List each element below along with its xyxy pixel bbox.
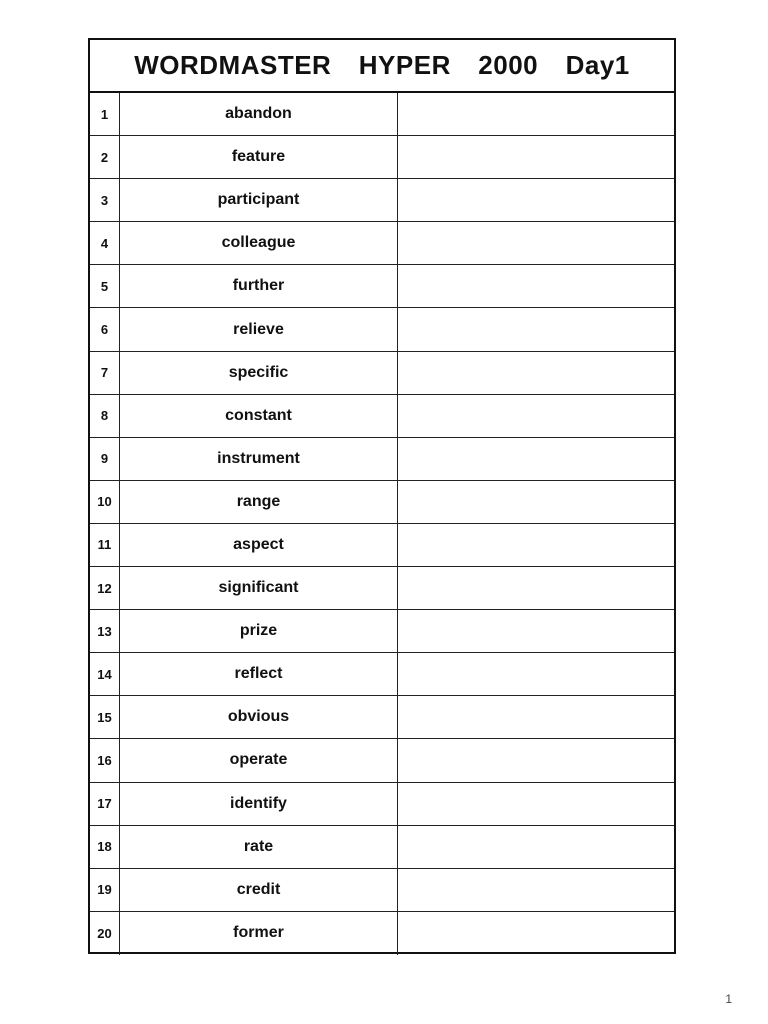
vocab-word: reflect: [120, 653, 398, 695]
meaning-blank-cell[interactable]: [398, 352, 674, 394]
meaning-blank-cell[interactable]: [398, 912, 674, 955]
vocab-word: abandon: [120, 93, 398, 135]
meaning-blank-cell[interactable]: [398, 308, 674, 350]
vocab-word: rate: [120, 826, 398, 868]
table-row: [90, 179, 674, 222]
vocab-word: specific: [120, 352, 398, 394]
vocab-word: aspect: [120, 524, 398, 566]
table-row: [90, 610, 674, 653]
table-row: [90, 308, 674, 351]
meaning-blank-cell[interactable]: [398, 265, 674, 307]
meaning-blank-cell[interactable]: [398, 395, 674, 437]
vocab-word: range: [120, 481, 398, 523]
vocab-word: instrument: [120, 438, 398, 480]
table-row: [90, 826, 674, 869]
vocab-word: prize: [120, 610, 398, 652]
meaning-blank-cell[interactable]: [398, 93, 674, 135]
table-row: [90, 783, 674, 826]
row-number: 17: [90, 783, 120, 825]
table-row: [90, 265, 674, 308]
row-number: 6: [90, 308, 120, 350]
meaning-blank-cell[interactable]: [398, 136, 674, 178]
table-row: [90, 481, 674, 524]
vocab-word: significant: [120, 567, 398, 609]
row-number: 14: [90, 653, 120, 695]
table-row: [90, 93, 674, 136]
vocab-word: credit: [120, 869, 398, 911]
meaning-blank-cell[interactable]: [398, 222, 674, 264]
table-row: [90, 395, 674, 438]
table-row: [90, 524, 674, 567]
table-row: [90, 739, 674, 782]
vocab-word: obvious: [120, 696, 398, 738]
meaning-blank-cell[interactable]: [398, 869, 674, 911]
vocab-rows: [90, 93, 674, 955]
row-number: 2: [90, 136, 120, 178]
table-row: [90, 222, 674, 265]
meaning-blank-cell[interactable]: [398, 179, 674, 221]
meaning-blank-cell[interactable]: [398, 783, 674, 825]
row-number: 4: [90, 222, 120, 264]
table-row: [90, 696, 674, 739]
row-number: 8: [90, 395, 120, 437]
vocab-word: feature: [120, 136, 398, 178]
page-title: WORDMASTER HYPER 2000 Day1: [134, 50, 630, 80]
row-number: 7: [90, 352, 120, 394]
table-row: [90, 567, 674, 610]
meaning-blank-cell[interactable]: [398, 438, 674, 480]
vocab-word: colleague: [120, 222, 398, 264]
table-row: [90, 438, 674, 481]
row-number: 3: [90, 179, 120, 221]
row-number: 12: [90, 567, 120, 609]
vocab-word: participant: [120, 179, 398, 221]
row-number: 5: [90, 265, 120, 307]
meaning-blank-cell[interactable]: [398, 653, 674, 695]
meaning-blank-cell[interactable]: [398, 610, 674, 652]
row-number: 10: [90, 481, 120, 523]
row-number: 11: [90, 524, 120, 566]
table-row: [90, 912, 674, 955]
meaning-blank-cell[interactable]: [398, 524, 674, 566]
table-row: [90, 869, 674, 912]
table-row: [90, 352, 674, 395]
vocab-word: further: [120, 265, 398, 307]
row-number: 13: [90, 610, 120, 652]
vocab-table: [88, 38, 676, 954]
row-number: 20: [90, 912, 120, 955]
title-row: [90, 40, 674, 93]
vocab-word: former: [120, 912, 398, 955]
row-number: 16: [90, 739, 120, 781]
row-number: 1: [90, 93, 120, 135]
vocab-word: constant: [120, 395, 398, 437]
page-number: 1: [725, 992, 732, 1006]
row-number: 15: [90, 696, 120, 738]
meaning-blank-cell[interactable]: [398, 481, 674, 523]
vocab-word: relieve: [120, 308, 398, 350]
vocab-word: identify: [120, 783, 398, 825]
meaning-blank-cell[interactable]: [398, 567, 674, 609]
table-row: [90, 136, 674, 179]
table-row: [90, 653, 674, 696]
meaning-blank-cell[interactable]: [398, 826, 674, 868]
row-number: 18: [90, 826, 120, 868]
vocab-word: operate: [120, 739, 398, 781]
row-number: 19: [90, 869, 120, 911]
meaning-blank-cell[interactable]: [398, 739, 674, 781]
row-number: 9: [90, 438, 120, 480]
meaning-blank-cell[interactable]: [398, 696, 674, 738]
